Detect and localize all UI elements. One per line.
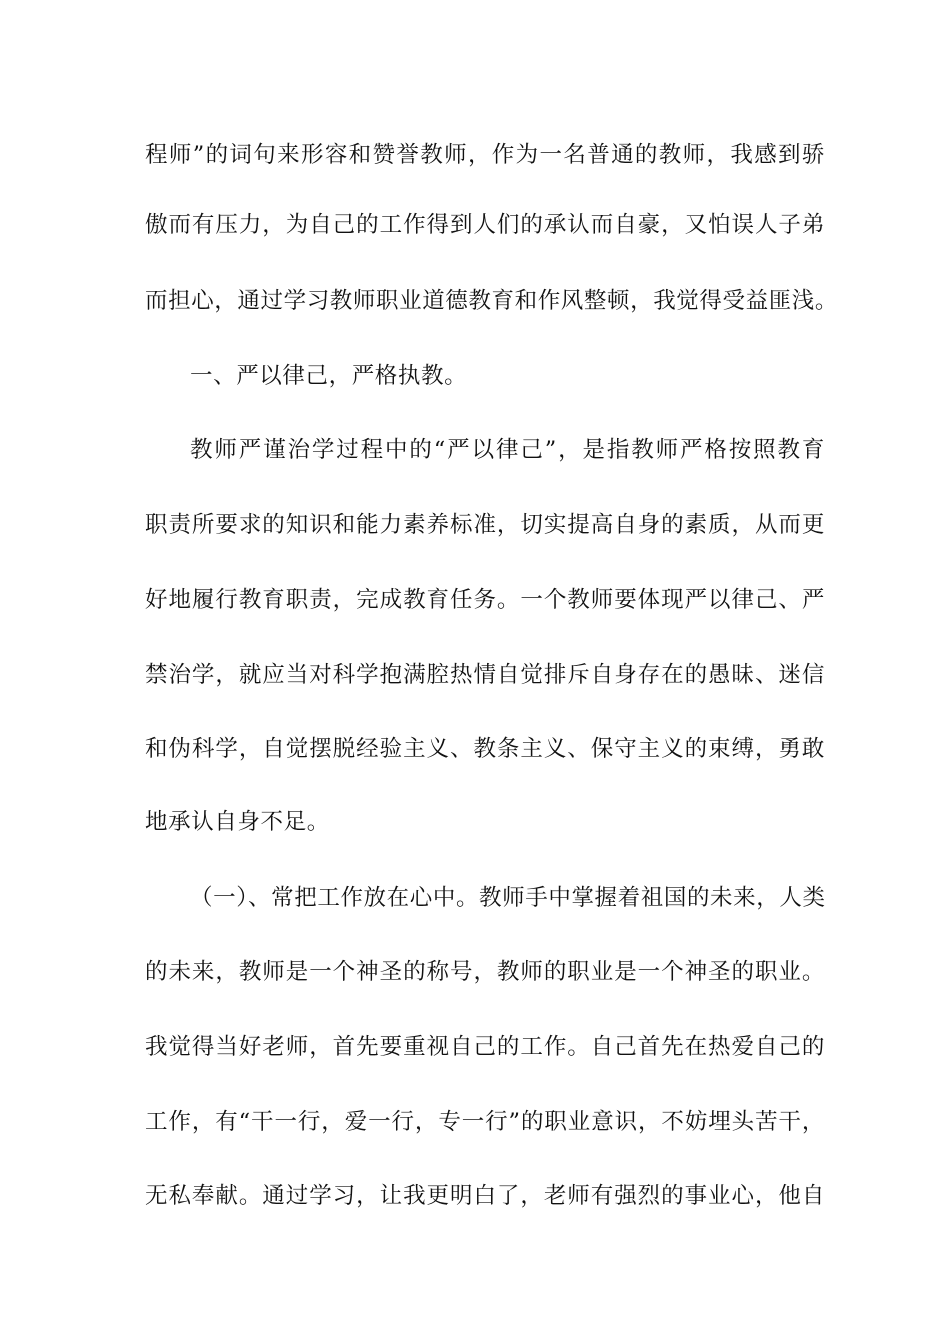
text-line: 我觉得当好老师，首先要重视自己的工作。自己首先在热爱自己的 [145, 1034, 825, 1060]
text-line: 的未来，教师是一个神圣的称号，教师的职业是一个神圣的职业。 [145, 959, 825, 985]
text-line: 工作，有“干一行，爱一行，专一行”的职业意识，不妨埋头苦干， [145, 1109, 825, 1135]
text-line: 好地履行教育职责，完成教育任务。一个教师要体现严以律己、严 [145, 587, 825, 613]
text-line: 无私奉献。通过学习，让我更明白了，老师有强烈的事业心，他自 [145, 1183, 825, 1209]
text-line: 和伪科学，自觉摆脱经验主义、教条主义、保守主义的束缚，勇敢 [145, 736, 825, 762]
text-line: 傲而有压力，为自己的工作得到人们的承认而自豪，又怕误人子弟 [145, 212, 825, 238]
text-line: 教师严谨治学过程中的“严以律己”，是指教师严格按照教育 [190, 437, 825, 463]
text-line: 禁治学，就应当对科学抱满腔热情自觉排斥自身存在的愚昧、迷信 [145, 662, 825, 688]
section-heading: 一、严以律己，严格执教。 [190, 363, 468, 389]
text-line: 而担心，通过学习教师职业道德教育和作风整顿，我觉得受益匪浅。 [145, 288, 839, 314]
text-line: 地承认自身不足。 [145, 809, 330, 835]
subsection-line: （一）、常把工作放在心中。教师手中掌握着祖国的未来，人类 [190, 885, 826, 911]
text-line: 程师”的词句来形容和赞誉教师，作为一名普通的教师，我感到骄 [145, 142, 825, 168]
text-line: 职责所要求的知识和能力素养标准，切实提高自身的素质，从而更 [145, 512, 825, 538]
